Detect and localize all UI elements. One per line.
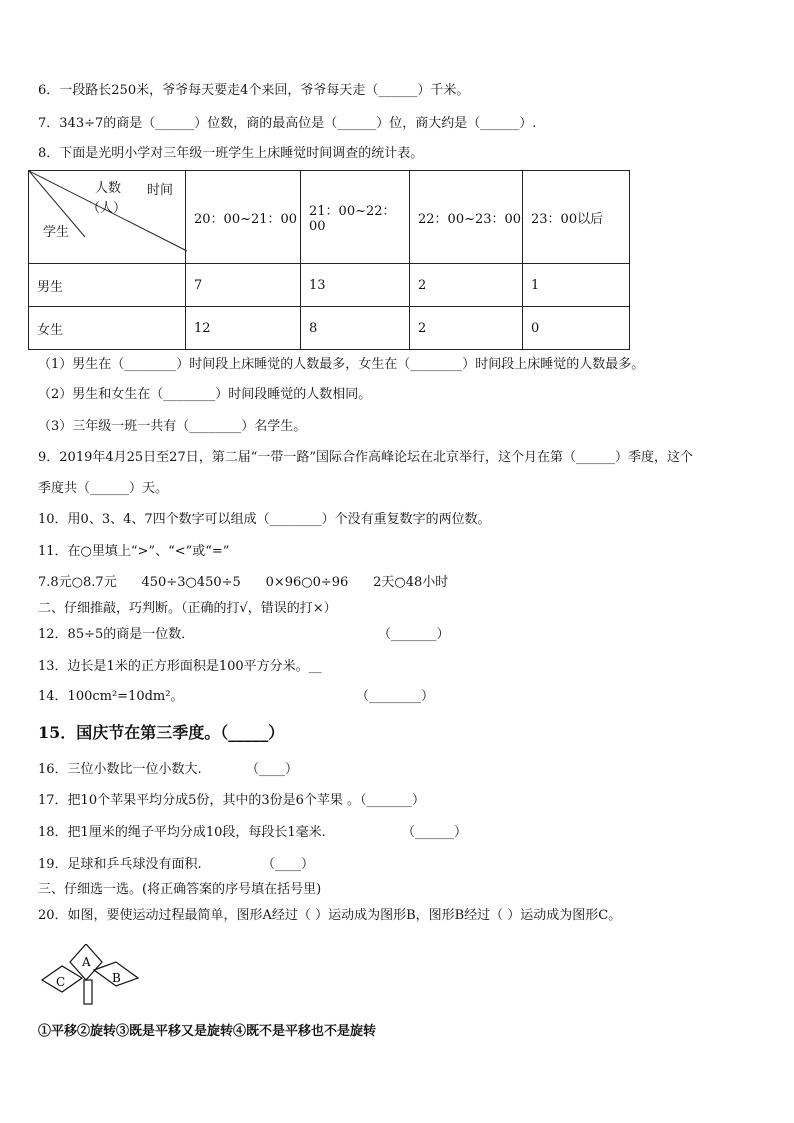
row-label: 女生: [29, 307, 186, 350]
question-18-blank: （______）: [402, 825, 468, 840]
row-label: 男生: [29, 264, 186, 307]
rotation-figure: [38, 944, 148, 1010]
question-6: 6．一段路长250米，爷爷每天要走4个来回，爷爷每天走（______）千米。: [38, 83, 470, 98]
corner-time-label: 时间: [147, 183, 174, 198]
question-19-blank: （____）: [262, 857, 315, 872]
header-cell: 20：00~21：00: [186, 171, 301, 264]
question-11: 11．在○里填上“>”、“<”或“=”: [38, 544, 230, 559]
corner-unit-label: （人）: [87, 201, 127, 216]
question-8-3: （3）三年级一班一共有（________）名学生。: [38, 419, 307, 434]
question-16-blank: （____）: [246, 762, 299, 777]
question-19: 19．足球和乒乓球没有面积.: [38, 857, 202, 872]
question-12-blank: （_______）: [378, 627, 450, 642]
table-cell: 13: [301, 264, 410, 307]
table-row: [29, 307, 630, 350]
question-8-1: （1）男生在（________）时间段上床睡觉的人数最多，女生在（________）时间段上床睡觉的人数最多。: [38, 357, 645, 372]
table-cell: 7: [186, 264, 301, 307]
question-8: 8．下面是光明小学对三年级一班学生上床睡觉时间调查的统计表。: [38, 146, 424, 161]
label-c: C: [56, 975, 66, 989]
question-13: 13．边长是1米的正方形面积是100平方分米。__: [38, 659, 322, 674]
corner-student-label: 学生: [43, 225, 70, 240]
question-9-line-2: 季度共（______）天。: [38, 481, 169, 496]
question-20-options: ①平移②旋转③既是平移又是旋转④既不是平移也不是旋转: [38, 1024, 377, 1039]
table-row: [29, 264, 630, 307]
question-12: 12．85÷5的商是一位数．: [38, 627, 195, 642]
question-9-line-1: 9．2019年4月25日至27日，第二届“一带一路”国际合作高峰论坛在北京举行，这个月在第（______）季度，这个: [38, 450, 694, 465]
question-11-items: 7.8元○8.7元 450÷3○450÷5 0×96○0÷96 2天○48小时: [38, 575, 449, 590]
question-7: 7．343÷7的商是（______）位数，商的最高位是（______）位，商大约是（______）.: [38, 116, 537, 131]
question-14: 14．100cm²=10dm²。: [38, 689, 184, 704]
table-cell: 8: [301, 307, 410, 350]
section-3-title: 三、仔细选一选。(将正确答案的序号填在括号里): [38, 882, 322, 897]
table-cell: 0: [523, 307, 630, 350]
question-17: 17．把10个苹果平均分成5份，其中的3份是6个苹果 。（_______）: [38, 793, 426, 808]
question-8-2: （2）男生和女生在（________）时间段睡觉的人数相同。: [38, 387, 372, 402]
table-cell: 2: [410, 264, 523, 307]
header-cell: 21：00~22：00: [301, 171, 410, 264]
label-b: B: [112, 971, 121, 985]
label-a: A: [82, 955, 91, 969]
question-16: 16．三位小数比一位小数大.: [38, 762, 202, 777]
sleep-survey-table: [28, 170, 630, 350]
section-2-title: 二、仔细推敲，巧判断。（正确的打√，错误的打×）: [38, 601, 337, 616]
stem-rectangle: [84, 980, 92, 1004]
table-cell: 12: [186, 307, 301, 350]
corner-count-label: 人数: [95, 181, 122, 196]
table-corner-cell: [29, 171, 186, 264]
header-cell: 23：00以后: [523, 171, 630, 264]
table-cell: 1: [523, 264, 630, 307]
header-cell: 22：00~23：00: [410, 171, 523, 264]
question-20: 20．如图，要使运动过程最简单，图形A经过（ ）运动成为图形B，图形B经过（ ）运动成为图形C。: [38, 908, 622, 923]
question-10: 10．用0、3、4、7四个数字可以组成（________）个没有重复数字的两位数。: [38, 512, 491, 527]
question-15: 15．国庆节在第三季度。（_____）: [38, 723, 285, 742]
question-14-blank: （________）: [356, 689, 435, 704]
question-18: 18．把1厘米的绳子平均分成10段，每段长1毫米.: [38, 825, 326, 840]
table-cell: 2: [410, 307, 523, 350]
